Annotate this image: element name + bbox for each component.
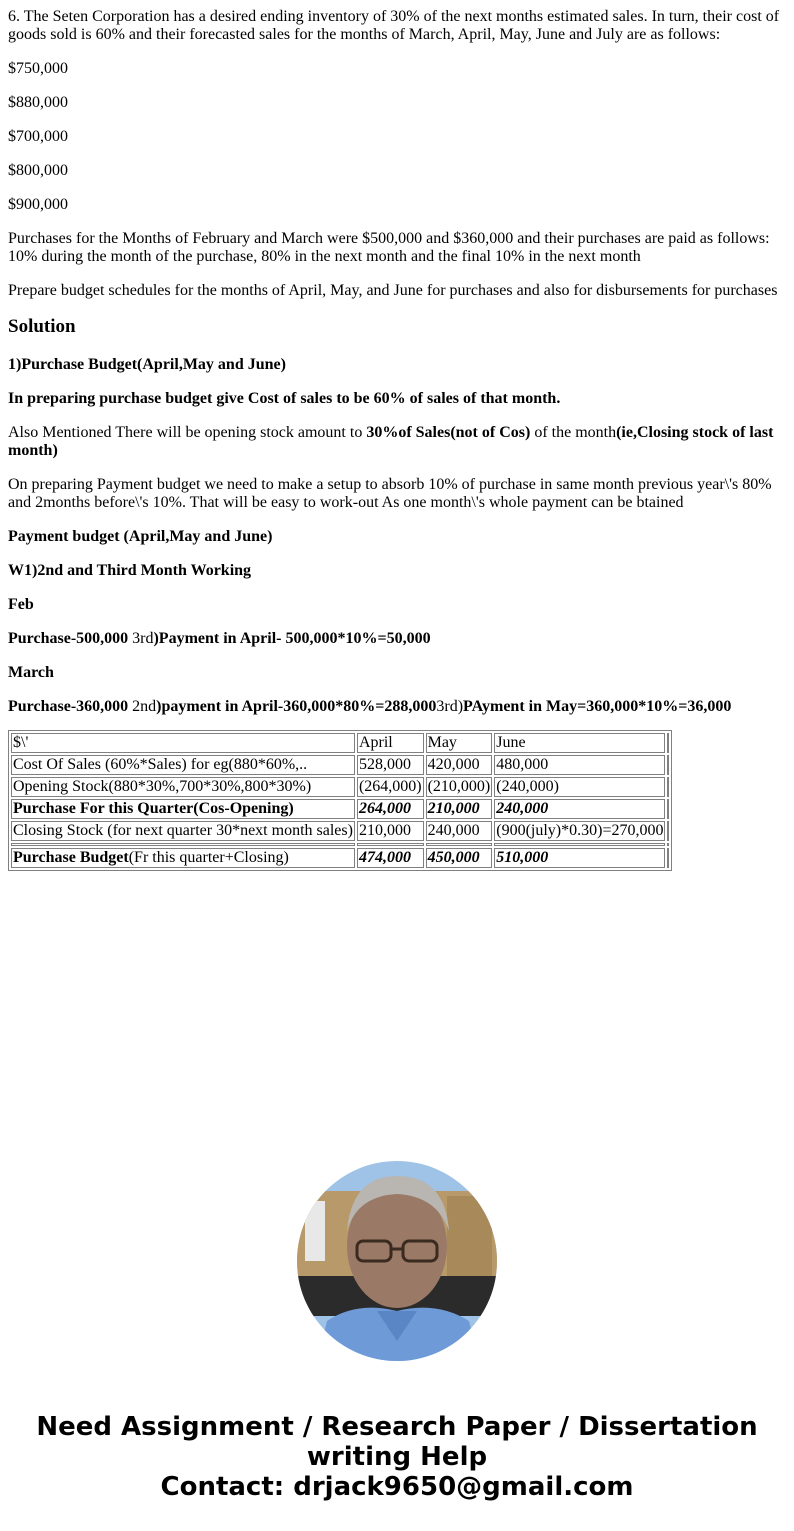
sales-june: $800,000 (8, 162, 68, 179)
payment-budget-heading: Payment budget (April,May and June) (8, 528, 273, 545)
banner-contact-line: Contact: drjack9650@gmail.com (160, 1472, 634, 1502)
cell-june: 480,000 (494, 755, 665, 775)
cell-may: (210,000) (427, 778, 491, 795)
separator-cell (426, 843, 493, 846)
opening-note (8, 424, 786, 460)
row-label: Purchase For this Quarter(Cos-Opening) (11, 799, 355, 819)
feb-ordinal: 3rd (128, 630, 154, 647)
purchases-text: Purchases for the Months of February and March were $500,000 and $360,000 and their purchases are paid as follows: 10% during the month of the purchase, 80% in the next month and the final 10% in the next month (8, 230, 770, 265)
banner-line-2: writing Help (306, 1442, 488, 1472)
opening-note-bold1: 30%of Sales(not of Cos) (366, 424, 531, 441)
cell-april: 210,000 (357, 821, 424, 841)
empty-cell (667, 848, 669, 868)
cell-june: 510,000 (494, 848, 665, 868)
march-ordinal-2: 3rd) (436, 698, 464, 715)
separator-cell (11, 843, 355, 846)
cell-may: 210,000 (426, 799, 493, 819)
sales-march: $750,000 (8, 60, 68, 77)
march-ordinal-1: 2nd (128, 698, 157, 715)
solution-heading: Solution (8, 316, 76, 337)
separator-cell (494, 843, 665, 846)
table-row (11, 777, 669, 797)
row-label: Closing Stock (for next quarter 30*next month sales) (13, 822, 353, 839)
cell-june: (240,000) (494, 777, 665, 797)
feb-purchase: Purchase-500,000 (8, 630, 129, 647)
empty-cell (667, 799, 669, 819)
purchase-budget-heading: 1)Purchase Budget(April,May and June) (8, 356, 286, 373)
row-label (11, 848, 355, 868)
row-label: Opening Stock(880*30%,700*30%,800*30%) (11, 777, 355, 797)
separator-cell (667, 843, 669, 846)
row-label-rest: (Fr this quarter+Closing) (128, 849, 289, 866)
march-working (8, 698, 786, 716)
cell-april: 474,000 (357, 848, 424, 868)
portrait-icon (297, 1161, 497, 1361)
empty-cell (667, 777, 669, 797)
table-row (11, 799, 669, 819)
header-april: April (357, 733, 424, 753)
feb-working (8, 630, 786, 648)
header-label: $\' (11, 733, 355, 753)
empty-cell (667, 755, 669, 775)
contact-banner (0, 1412, 794, 1502)
author-photo (297, 1161, 497, 1361)
march-purchase: Purchase-360,000 (8, 698, 129, 715)
cell-june: (900(july)*0.30)=270,000 (496, 822, 664, 839)
header-june: June (494, 733, 665, 753)
cell-june: 240,000 (494, 799, 665, 819)
opening-note-part1: Also Mentioned There will be opening stock amount to (8, 424, 367, 441)
banner-line-1: Need Assignment / Research Paper / Dissertation (36, 1412, 758, 1442)
table-row (11, 755, 669, 775)
separator-cell (357, 843, 424, 846)
header-may: May (426, 733, 493, 753)
table-row (11, 821, 669, 841)
march-payment-2: PAyment in May=360,000*10%=36,000 (463, 698, 732, 715)
opening-note-bold2: (ie,Closing stock of last month) (8, 424, 774, 459)
cos-note: In preparing purchase budget give Cost of sales to be 60% of sales of that month. (8, 390, 561, 407)
sales-april: $880,000 (8, 94, 68, 111)
table-row (11, 848, 669, 868)
task-text: Prepare budget schedules for the months of April, May, and June for purchases and also for disbursements for purchases (8, 282, 778, 299)
table-separator-row (11, 843, 669, 846)
cell-april: 264,000 (357, 799, 424, 819)
cell-may: 420,000 (426, 755, 493, 775)
row-label-bold: Purchase Budget (13, 849, 129, 866)
feb-payment: )Payment in April- 500,000*10%=50,000 (153, 630, 431, 647)
row-label: Cost Of Sales (60%*Sales) for eg(880*60%,.. (11, 755, 355, 775)
document-body (0, 8, 794, 871)
cell-april: (264,000) (358, 778, 422, 795)
cell-april: 528,000 (357, 755, 424, 775)
question-intro: 6. The Seten Corporation has a desired ending inventory of 30% of the next months estimated sales. In turn, their cost of goods sold is 60% and their forecasted sales for the months of March, April, May, June and July are as follows: (8, 8, 780, 43)
opening-note-part3: of the month (530, 424, 617, 441)
sales-july: $900,000 (8, 196, 68, 213)
feb-label: Feb (8, 596, 34, 613)
purchase-budget-table (8, 730, 672, 871)
cell-may: 450,000 (426, 848, 493, 868)
payment-note: On preparing Payment budget we need to make a setup to absorb 10% of purchase in same month previous year\'s 80% and 2months before\'s 10%. That will be easy to work-out As one month\'s whole payment can be btained (8, 476, 772, 511)
march-payment-1: )payment in April-360,000*80%=288,000 (156, 698, 437, 715)
march-label: March (8, 664, 54, 681)
sales-may: $700,000 (8, 128, 68, 145)
table-header-row (11, 733, 669, 753)
working-heading: W1)2nd and Third Month Working (8, 562, 252, 579)
cell-may: 240,000 (426, 821, 493, 841)
empty-cell (667, 821, 669, 841)
empty-cell (667, 733, 669, 753)
